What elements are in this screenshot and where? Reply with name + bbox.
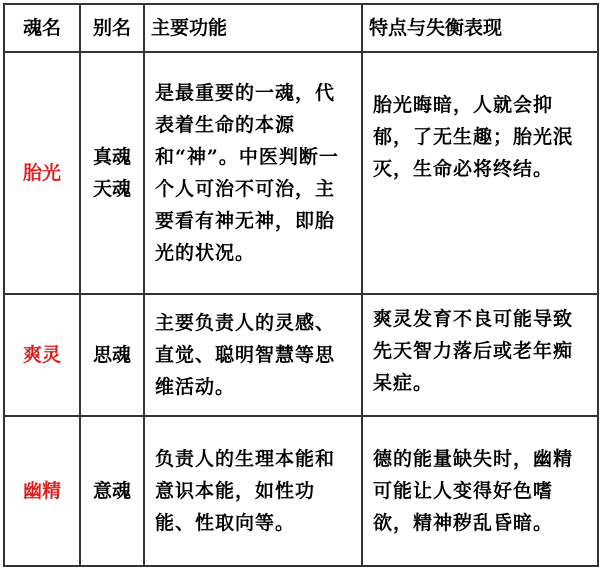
header-feature: 特点与失衡表现 — [362, 4, 598, 52]
alias-text: 意魂 — [92, 480, 131, 502]
feature-cell: 爽灵发育不良可能导致先天智力落后或老年痴呆症。 — [362, 294, 598, 416]
table-row — [4, 52, 598, 294]
soul-table — [3, 3, 599, 567]
feature-cell: 胎光晦暗，人就会抑郁，了无生趣；胎光泯灭，生命必将终结。 — [362, 52, 598, 294]
alias-text: 思魂 — [92, 344, 131, 366]
header-soul-name: 魂名 — [4, 4, 80, 52]
alias-cell — [80, 416, 144, 566]
function-cell: 是最重要的一魂，代表着生命的本源和“神”。中医判断一个人可治不可治，主要看有神无神，即胎光的状况。 — [144, 52, 362, 294]
soul-table-container — [3, 3, 599, 567]
table-header-row — [4, 4, 598, 52]
header-main-function: 主要功能 — [144, 4, 362, 52]
alias-cell — [80, 294, 144, 416]
table-row — [4, 294, 598, 416]
function-cell: 负责人的生理本能和意识本能，如性功能、性取向等。 — [144, 416, 362, 566]
alias-cell — [80, 52, 144, 294]
alias-text: 真魂 — [92, 146, 131, 168]
function-cell: 主要负责人的灵感、直觉、聪明智慧等思维活动。 — [144, 294, 362, 416]
header-alias: 别名 — [80, 4, 144, 52]
soul-name-cell: 胎光 — [4, 52, 80, 294]
alias-text: 天魂 — [92, 178, 131, 200]
soul-name-cell: 幽精 — [4, 416, 80, 566]
feature-cell: 德的能量缺失时，幽精可能让人变得好色嗜欲，精神秽乱昏暗。 — [362, 416, 598, 566]
table-row — [4, 416, 598, 566]
soul-name-cell: 爽灵 — [4, 294, 80, 416]
